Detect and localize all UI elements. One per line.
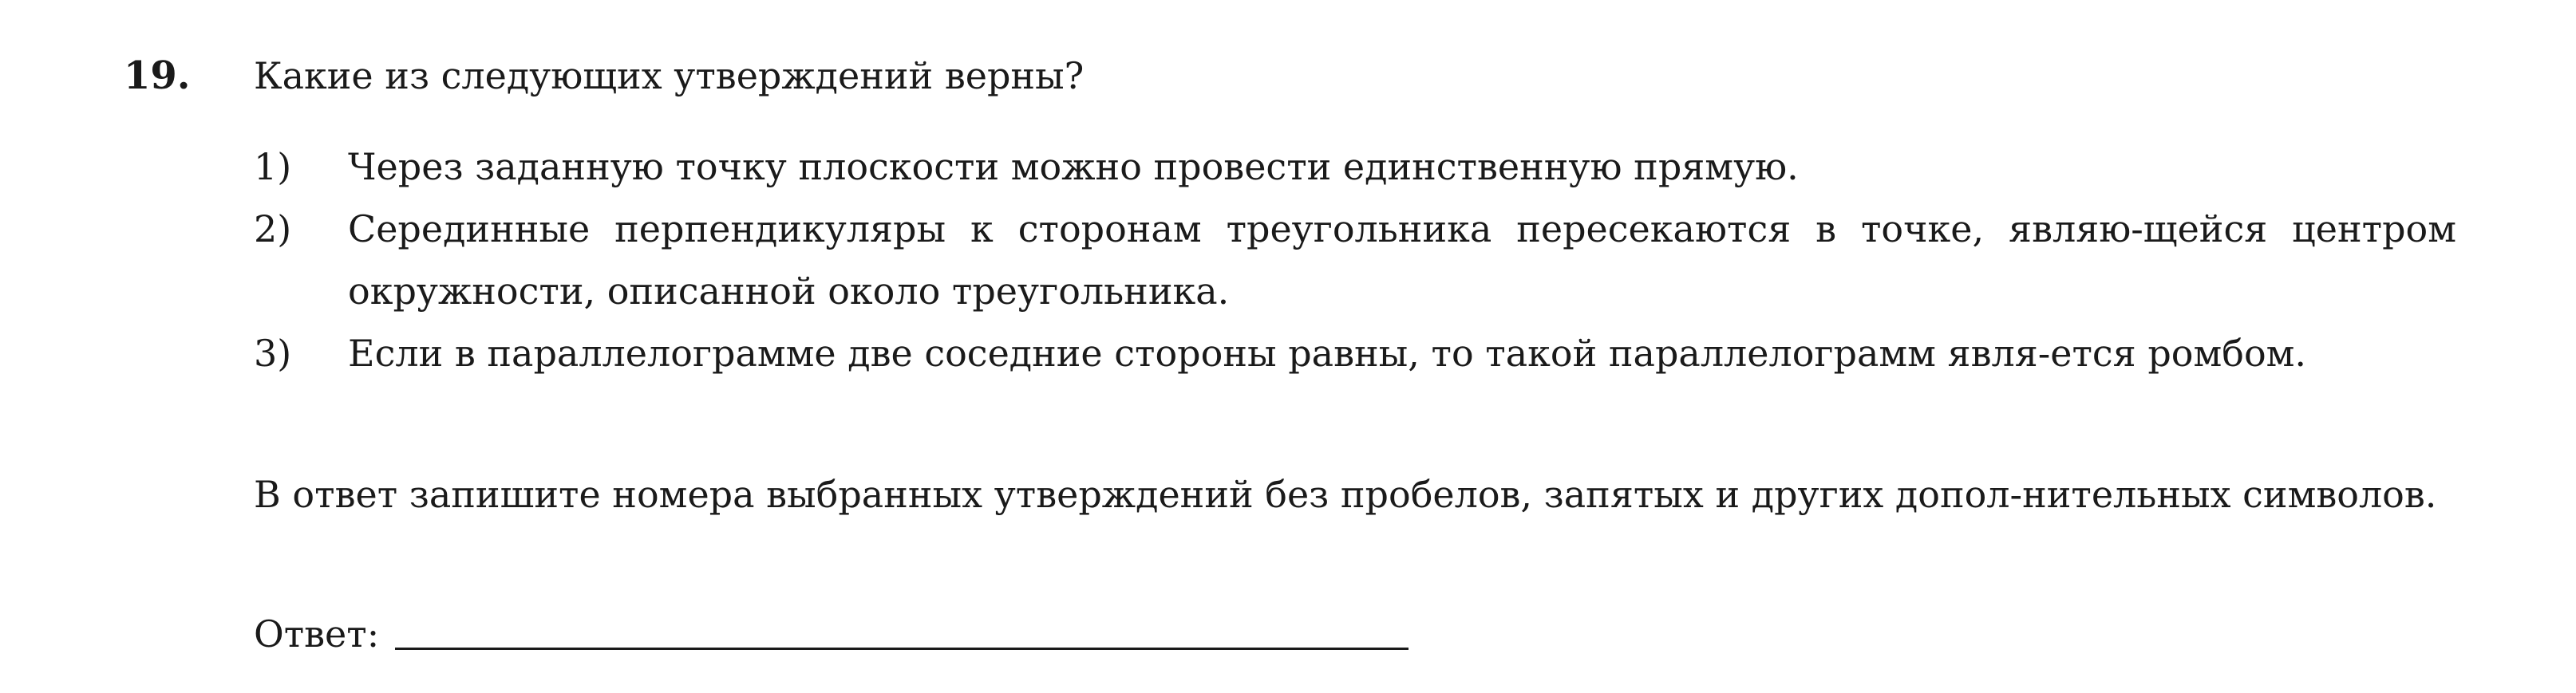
answer-blank-line[interactable] [395,648,1409,650]
statement-text: Серединные перпендикуляры к сторонам треугольника пересекаются в точке, являю-щейся центром окружности, описанной около треугольника. [348,207,2456,313]
statement-item [254,136,2456,198]
statement-list [254,136,2456,384]
statement-number: 1) [254,145,292,188]
answer-instruction: В ответ запишите номера выбранных утверждений без пробелов, запятых и других допол-нительных символов. [254,473,2437,516]
statement-item [254,322,2456,384]
statement-item [254,198,2456,322]
question-number: 19. [124,53,191,98]
answer-label: Ответ: [254,612,380,656]
question-prompt: Какие из следующих утверждений верны? [254,54,1085,97]
answer-row [254,606,1409,662]
statement-number: 3) [254,332,292,375]
statement-text: Через заданную точку плоскости можно провести единственную прямую. [348,145,1799,188]
statement-number: 2) [254,207,292,250]
statement-text: Если в параллелограмме две соседние стороны равны, то такой параллелограмм явля-ется ромбом. [348,332,2307,375]
